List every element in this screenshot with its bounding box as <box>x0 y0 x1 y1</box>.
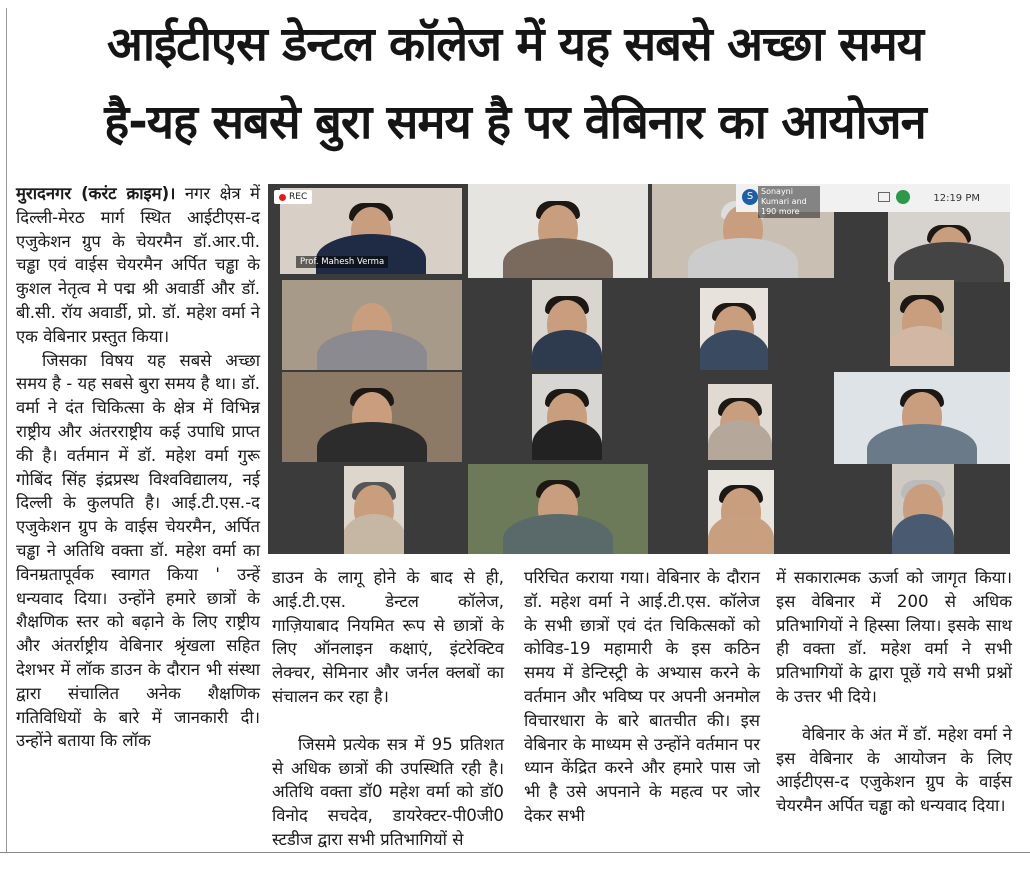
article-paragraph: वेबिनार के अंत में डॉ. महेश वर्मा ने इस वेबिनार के आयोजन के लिए आईटीएस-द एजुकेशन ग्रुप के वाईस चेयरमैन अर्पित चड्ढा को धन्यवाद दिया। <box>776 724 1012 816</box>
video-tile <box>700 288 768 370</box>
video-tile <box>532 280 602 370</box>
video-tile <box>468 184 648 278</box>
participants-label: Sonayni Kumari and 190 more <box>758 186 820 218</box>
paragraph-text: नगर क्षेत्र में दिल्ली-मेरठ मार्ग स्थित आईटीएस-द एजुकेशन ग्रुप के चेयरमैन डॉ.आर.पी. चड्ढा एवं वाईस चेयरमैन अर्पित चड्ढा के कुशल नेतृत्व मे पद्म श्री अवार्डी और डॉ. बी.सी. रॉय अवार्डी, प्रो. डॉ. महेश वर्मा ने एक वेबिनार प्रस्तुत किया। <box>16 184 260 346</box>
grid-view-icon <box>878 192 890 202</box>
article-paragraph: में सकारात्मक ऊर्जा को जागृत किया। इस वेबिनार में 200 से अधिक प्रतिभागियों ने हिस्सा लिया। इसके साथ ही वक्ता डॉ. महेश वर्मा ने सभी प्रतिभागियों के द्वारा पूछें गये सभी प्रश्नों के उत्तर भी दिये। <box>776 568 1012 706</box>
video-tile <box>708 470 774 554</box>
rec-label: REC <box>289 192 308 202</box>
bottom-rule <box>0 852 1030 853</box>
article-paragraph: डाउन के लागू होने के बाद से ही, आई.टी.एस. डेन्टल कॉलेज, गाज़ियाबाद नियमित रूप से छात्रों के लिए ऑनलाइन कक्षाएं, इंटरेक्टिव लेक्चर, सेमिनार और जर्नल क्लबों का संचालन कर रहा है। <box>272 568 504 706</box>
dateline: मुरादनगर (करंट क्राइम)। <box>16 184 176 203</box>
article-column-1 <box>16 182 260 753</box>
video-tile <box>888 212 1010 282</box>
headline-line-2: है-यह सबसे बुरा समय है पर वेबिनार का आयोजन <box>104 95 926 150</box>
video-tile <box>344 466 404 554</box>
screen-share-icon: S <box>742 189 758 205</box>
video-tile <box>834 372 1010 464</box>
video-tile <box>890 280 954 366</box>
article-paragraph: जिसमे प्रत्येक सत्र में 95 प्रतिशत से अधिक छात्रों की उपस्थिति रही है। अतिथि वक्ता डॉ0 महेश वर्मा को डॉ0 विनोद सचदेव, डायरेक्टर-पी0जी0 स्टडीज द्वारा सभी प्रतिभागियों से <box>272 734 504 849</box>
chat-icon <box>896 190 910 204</box>
clock-time: 12:19 PM <box>933 192 980 204</box>
article-paragraph: परिचित कराया गया। वेबिनार के दौरान डॉ. महेश वर्मा ने आई.टी.एस. कॉलेज के सभी छात्रों एवं दंत चिकित्सकों को कोविड-19 महामारी के इस कठिन समय में डेन्टिस्ट्री के अभ्यास करने के वर्तमान और भविष्य पर अपनी अनमोल विचारधारा के बारे बातचीत की। इस वेबिनार के माध्यम से उन्होंने वर्तमान पर ध्यान केंद्रित करने और हमारे पास जो भी है उसे अपनाने के महत्व पर जोर देकर सभी <box>524 568 760 825</box>
webinar-screenshot-photo <box>268 184 1010 554</box>
record-icon <box>279 194 286 201</box>
article-paragraph: जिसका विषय यह सबसे अच्छा समय है - यह सबसे बुरा समय है था। डॉ. वर्मा ने दंत चिकित्सा के क्षेत्र में विभिन्न राष्ट्रीय और अंतरराष्ट्रीय कई उपाधि प्राप्त की है। वर्तमान में डॉ. महेश वर्मा गुरू गोबिंद सिंह इंद्रप्रस्थ विश्वविद्यालय, नई दिल्ली के कुलपति है। आई.टी.एस.-द एजुकेशन ग्रुप के वाईस चेयरमैन, अर्पित चड्ढा ने अतिथि वक्ता डॉ. महेश वर्मा का विनम्रतापूर्वक स्वागत किया ' उन्हें धन्यवाद दिया। उन्होंने हमारे छात्रों के शैक्षणिक स्तर को बढ़ाने के लिए राष्ट्रीय और अंतर्राष्ट्रीय वेबिनार श्रृंखला सहित देशभर में लॉक डाउन के दौरान भी संस्था द्वारा संचालित अनेक शैक्षणिक गतिविधियों के बारे में जानकारी दी। उन्होंने बताया कि लॉक <box>16 350 260 751</box>
video-tile <box>708 384 772 460</box>
headline <box>0 6 1030 162</box>
video-tile <box>282 280 462 370</box>
video-tile <box>282 372 462 462</box>
host-name-tag: Prof. Mahesh Verma <box>296 256 388 268</box>
article-column-4 <box>776 566 1012 818</box>
article-column-2 <box>272 566 504 852</box>
article-paragraph <box>16 182 260 349</box>
video-tile <box>892 464 954 554</box>
recording-indicator <box>274 190 312 204</box>
article-column-3 <box>524 566 760 828</box>
video-tile <box>468 464 648 554</box>
video-tile <box>532 374 602 460</box>
headline-line-1: आईटीएस डेन्टल कॉलेज में यह सबसे अच्छा समय <box>107 17 923 72</box>
